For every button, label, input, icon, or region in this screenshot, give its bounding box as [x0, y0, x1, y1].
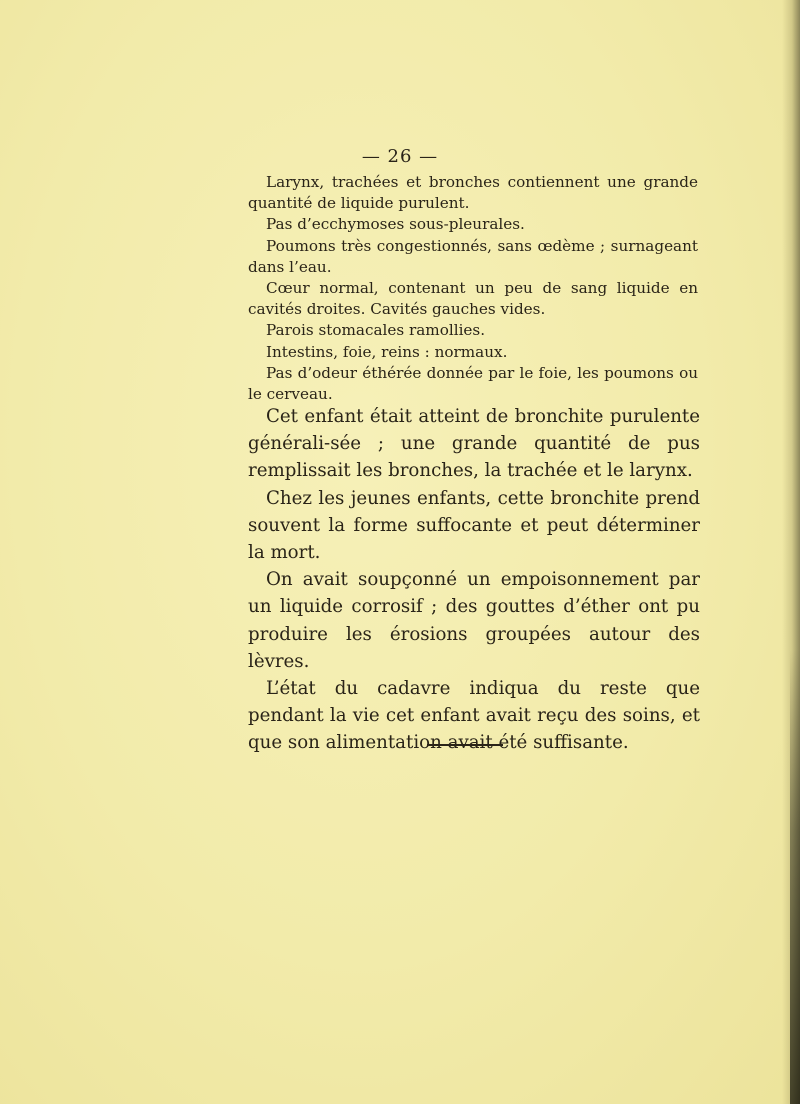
- conclusion-paragraph: Cet enfant était atteint de bronchite purulente générali-sée ; une grande quantité de pus remplissait les bronches, la trachée et le larynx.: [248, 406, 700, 482]
- note-paragraph: Parois stomacales ramollies.: [266, 321, 486, 340]
- note-paragraph: Larynx, trachées et bronches contiennent une grande quantité de liquide purulent.: [248, 173, 698, 213]
- conclusion-paragraph: L’état du cadavre indiqua du reste que pendant la vie cet enfant avait reçu des soins, et que son alimentation avait été suffisante.: [248, 678, 700, 754]
- conclusion-text: [248, 403, 700, 757]
- note-paragraph: Poumons très congestionnés, sans œdème ; surnageant dans l’eau.: [248, 236, 698, 276]
- note-paragraph: Intestins, foie, reins : normaux.: [266, 342, 508, 361]
- conclusion-paragraph: Chez les jeunes enfants, cette bronchite prend souvent la forme suffocante et peut déterminer la mort.: [248, 487, 700, 564]
- page-number: — 26 —: [361, 146, 439, 167]
- note-paragraph: Pas d’ecchymoses sous-pleurales.: [266, 215, 525, 234]
- note-paragraph: Pas d’odeur éthérée donnée par le foie, les poumons ou le cerveau.: [248, 363, 698, 404]
- autopsy-notes: [248, 172, 698, 405]
- page-edge-dark: [790, 650, 800, 1104]
- section-divider: [427, 744, 503, 746]
- note-paragraph: Cœur normal, contenant un peu de sang liquide en cavités droites. Cavités gauches vides.: [248, 279, 698, 319]
- conclusion-paragraph: On avait soupçonné un empoisonnement par un liquide corrosif ; des gouttes d’éther ont pu produire les érosions groupées autour des lèvres.: [248, 569, 700, 672]
